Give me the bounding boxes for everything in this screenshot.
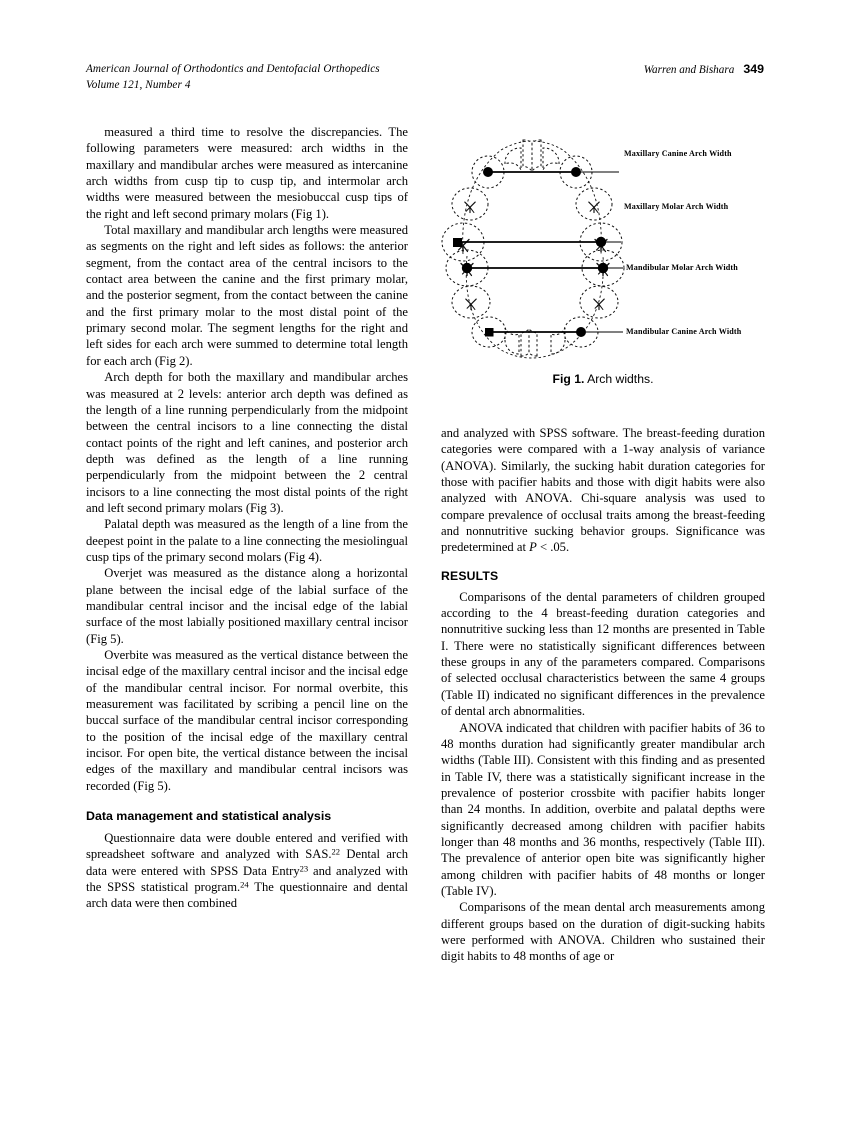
mandibular-molar-label: Mandibular Molar Arch Width	[626, 263, 738, 272]
paragraph: Arch depth for both the maxillary and mandibular arches was measured at 2 levels: anterior arch depth was defined as the length of a line running perpendicularly from the midpoint between the central incisors to a line connecting the distal contact points of the right and left canines, and posterior arch depth was defined as the length of a line running perpendicularly from the midpoint between the 2 central incisors to a line connecting the most distal points of the right and left second primary molars (Fig 3).	[86, 370, 408, 515]
running-head-right	[644, 62, 764, 79]
section-heading-results: RESULTS	[441, 568, 499, 583]
paragraph: Overjet was measured as the distance along a horizontal plane between the incisal edge of the labial surface of the mandibular central incisor and the incisal edge of the labial surface of the most labially positioned maxillary central incisor (Fig 5).	[86, 566, 408, 646]
subsection-heading: Data management and statistical analysis	[86, 808, 332, 823]
reference-marker-22: 22	[331, 846, 341, 857]
paragraph: ANOVA indicated that children with pacifier habits of 36 to 48 months duration had significantly greater mandibular arch widths (Table III). Consistent with this finding and as presented in Table IV, there was a statistically significant increase in the prevalence of posterior crossbite with pacifier habits longer than 24 months. In addition, overbite and palatal depths were significantly decreased among children with pacifier habits longer than 48 months and 36 months, respectively (Table III). The prevalence of anterior open bite was significantly higher among children with pacifier habits of 48 months or longer (Table IV).	[441, 720, 765, 898]
continuation-part2: < .05.	[536, 540, 570, 555]
figure-1	[441, 124, 765, 394]
mandibular-canine-label: Mandibular Canine Arch Width	[626, 327, 742, 336]
journal-volume-issue: Volume 121, Number 4	[86, 78, 191, 91]
stats-text-part4: The questionnaire and dental arch data were then combined	[86, 880, 408, 911]
figure-caption-text: Arch widths.	[587, 372, 654, 386]
p-value-symbol: P	[529, 540, 537, 555]
paragraph: Palatal depth was measured as the length of a line from the deepest point in the palate to a line connecting the mesiolingual cusp tips of the primary second molars (Fig 4).	[86, 517, 408, 564]
stats-text-part3: and analyzed with the SPSS statistical program.	[86, 863, 408, 895]
paragraph: Comparisons of the dental parameters of children grouped according to the 4 breast-feeding duration categories and nonnutritive sucking less than 12 months are presented in Table I. There were no statistically significant differences between these groups in any of the parameters compared. Comparisons of selected occlusal characteristics between the same 4 groups (Table II) indicated no significant differences in the prevalence of dental arch abnormalities.	[441, 589, 765, 719]
continuation-part1: and analyzed with SPSS software. The breast-feeding duration categories were compared with a 1-way analysis of variance (ANOVA). Similarly, the sucking habit duration categories for those with pacifier habits and those with digit habits were also analyzed with ANOVA. Chi-square analysis was used to compare prevalence of occlusal traits among the breast-feeding and nonnutritive sucking behavior groups. Significance was predetermined at	[441, 426, 765, 555]
paragraph-with-references	[86, 830, 408, 912]
reference-marker-23: 23	[299, 863, 309, 874]
maxillary-canine-label: Maxillary Canine Arch Width	[624, 149, 732, 158]
stats-text-part1: Questionnaire data were double entered and verified with spreadsheet software and analyzed with SAS.	[86, 831, 408, 862]
reference-marker-24: 24	[240, 879, 249, 890]
left-text-column	[86, 124, 408, 912]
mandibular-arch	[446, 250, 624, 358]
paragraph: Overbite was measured as the vertical distance between the incisal edge of the maxillary central incisor and the incisal edge of the mandibular central incisor. For normal overbite, this measurement was facilitated by scribing a pencil line on the buccal surface of the mandibular central incisor corresponding to the position of the incisal edge of the maxillary central incisor. For open bite, the vertical distance between the incisal edges of the maxillary and mandibular central incisors was recorded (Fig 5).	[86, 648, 408, 793]
running-head	[86, 62, 764, 98]
page-number: 349	[743, 62, 764, 76]
figure-caption	[441, 372, 765, 386]
paragraph: Total maxillary and mandibular arch lengths were measured as segments on the right and left sides as follows: the anterior segment, from the contact area of the central incisors to the contact area between the canine and the first primary molar, and the posterior segment, from the contact between the canine and the first primary molar to the most distal point of the primary second molar. The segment lengths for the right and left sides for each arch were summed to determine total length for each arch (Fig 2).	[86, 223, 408, 368]
maxillary-molar-label: Maxillary Molar Arch Width	[624, 202, 729, 211]
journal-title: American Journal of Orthodontics and Dentofacial Orthopedics	[86, 63, 380, 75]
figure-caption-label: Fig 1.	[552, 372, 585, 386]
journal-title-block	[86, 62, 380, 93]
arch-widths-diagram	[441, 124, 765, 368]
stats-text-part2: Dental arch data were entered with SPSS Data Entry	[86, 847, 408, 878]
paragraph: measured a third time to resolve the discrepancies. The following parameters were measured: arch widths in the maxillary and mandibular arches were measured as intercanine arch widths from cusp tip to cusp tip, and intermolar arch widths were measured between the mesiobuccal cusp tips of the right and left second primary molars (Fig 1).	[86, 125, 408, 221]
paragraph: Comparisons of the mean dental arch measurements among different groups based on the duration of digit-sucking habits were performed with ANOVA. Children who sustained their digit habits to 48 months of age or	[441, 900, 765, 964]
maxillary-arch	[442, 140, 622, 261]
paragraph-continuation	[441, 425, 765, 556]
authors-name: Warren and Bishara	[643, 64, 735, 76]
right-text-column	[441, 425, 765, 965]
